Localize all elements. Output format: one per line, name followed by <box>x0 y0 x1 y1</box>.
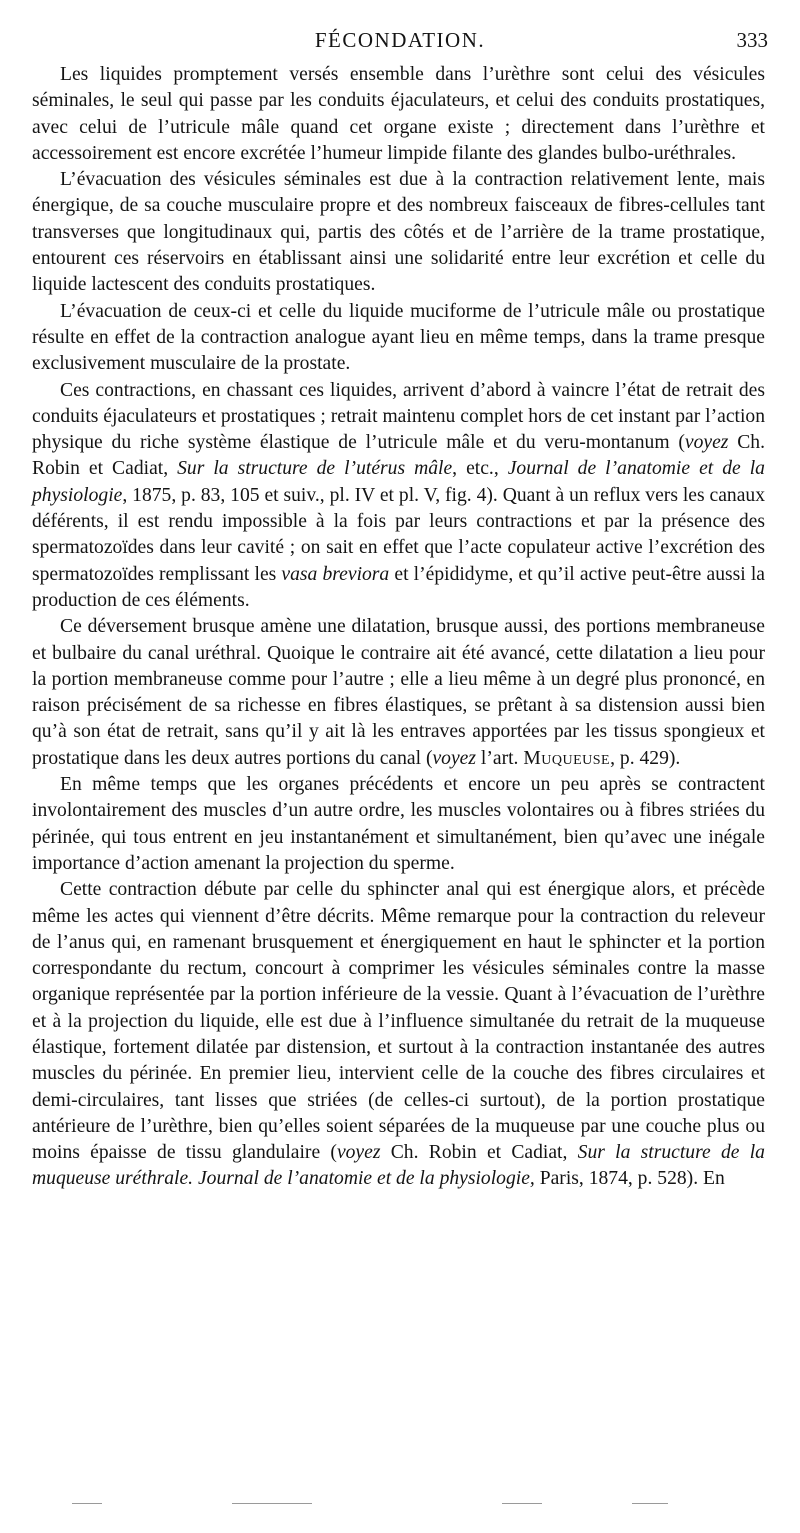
scan-speck <box>632 1503 668 1504</box>
paragraph-4-voyez: voyez <box>684 432 729 454</box>
scan-speck <box>502 1503 542 1504</box>
paragraph-4-text-c: , etc., <box>452 458 508 480</box>
scan-specks <box>32 1500 768 1506</box>
paragraph-7-text-a: Cette contraction débute par celle du sphincter anal qui est énergique alors, et précède même les actes qui viennent d’être décrits. Même remarque pour la contraction du releveur de l’anus qui, en ramenant brusquement et énergiquement en haut le sphincter et la portion correspondante du rectum, concourt à comprimer les vésicules séminales contre la masse organique représentée par la portion inférieure de la vessie. Quant à l’évacuation de l’urèthre et à la projection du liquide, elle est due à l’influence simultanée du retrait de la muqueuse élastique, fortement dilatée par distension, et surtout à la contraction instantanée des autres muscles du périnée. En premier lieu, intervient celle de la couche des fibres circulaires et demi-circulaires, tant lisses que striées (de celles-ci surtout), de la portion prostatique antérieure de l’urèthre, bien qu’elles soient séparées de la muqueuse par une couche plus ou moins épaisse de tissu glandulaire ( <box>32 879 765 1164</box>
paragraph-6: En même temps que les organes précédents et encore un peu après se contractent involontairement des muscles d’un autre ordre, les muscles volontaires ou à fibres striées du périnée, qui tous entrent en jeu instantanément et simultanément, bien qu’avec une inégale importance d’action amenant la projection du sperme. <box>32 774 765 874</box>
paragraph-7-voyez: voyez <box>336 1142 381 1164</box>
paragraph-7 <box>32 877 765 1193</box>
paragraph-4-text-a: Ces contractions, en chassant ces liquides, arrivent d’abord à vaincre l’état de retrait des conduits éjaculateurs et prostatiques ; retrait maintenu complet hors de cet instant par l’action physique du riche système élastique de l’utricule mâle et du veru-montanum ( <box>32 379 765 454</box>
running-header <box>32 22 768 52</box>
paragraph-7-text-c: Paris, 1874, p. 528). En <box>534 1168 725 1190</box>
scan-speck <box>72 1503 102 1504</box>
latin-term: vasa breviora <box>281 563 390 585</box>
citation-work-title-2: Sur la structure de la muqueuse uréthrale. Journal de l’anatomie et de la physiologie, <box>32 1142 765 1190</box>
paragraph-4-text-e: et l’épididyme, et qu’il active peut-être aussi la production de ces éléments. <box>32 563 765 611</box>
paragraph-5 <box>32 614 765 772</box>
citation-work-title: Sur la structure de l’utérus mâle <box>177 458 453 480</box>
citation-journal-title: Journal de l’anatomie et de la physiologie <box>32 458 765 506</box>
paragraph-4 <box>32 378 765 615</box>
paragraph-5-text-c: , p. 429). <box>610 747 681 769</box>
paragraph-5-voyez: voyez <box>432 747 476 769</box>
paragraph-2: L’évacuation des vésicules séminales est due à la contraction relativement lente, mais énergique, de sa couche musculaire propre et des nombreux faisceaux de fibres-cellules tant transverses que longitudinaux qui, partis des côtés et de l’arrière de la trame prostatique, entourent ces réservoirs en établissant ainsi une solidarité entre leur excrétion et celle du liquide lactescent des conduits prostatiques. <box>32 169 765 296</box>
cross-reference-article: Muqueuse <box>523 747 611 769</box>
paragraph-4-text-b: Ch. Robin et Cadiat, <box>32 432 765 480</box>
paragraph-1: Les liquides promptement versés ensemble dans l’urèthre sont celui des vésicules séminales, le seul qui passe par les conduits éjaculateurs, et celui des conduits prostatiques, avec celui de l’utricule mâle quand cet organe existe ; directement dans l’urèthre et accessoirement est encore excrétée l’humeur limpide filante des glandes bulbo-uréthrales. <box>32 64 765 164</box>
running-title: FÉCONDATION. <box>314 28 486 52</box>
paragraph-5-text-a: Ce déversement brusque amène une dilatation, brusque aussi, des portions membraneuse et bulbaire du canal uréthral. Quoique le contraire ait été avancé, cette dilatation a lieu pour la portion membraneuse comme pour l’autre ; elle a lieu même à un degré plus prononcé, en raison précisément de sa richesse en fibres élastiques, se prêtant à sa distension aussi bien qu’à son état de retrait, sans qu’il y ait là les entraves apportées par les tissus spongieux et prostatique dans les deux autres portions du canal ( <box>32 616 765 769</box>
scan-speck <box>232 1503 312 1504</box>
paragraph-7-text-b: Ch. Robin et Cadiat, <box>380 1142 578 1164</box>
paragraph-4-text-d: , 1875, p. 83, 105 et suiv., pl. IV et pl. V, fig. 4). Quant à un reflux vers les canaux déférents, il est rendu impossible à la fois par leurs contractions et par la présence des spermatozoïdes dans leur cavité ; on sait en effet que l’acte copulateur active l’excrétion des spermatozoïdes remplissant les <box>32 484 765 585</box>
paragraph-5-text-b: l’art. <box>476 747 524 769</box>
paragraph-3: L’évacuation de ceux-ci et celle du liquide muciforme de l’utricule mâle ou prostatique résulte en effet de la contraction analogue ayant lieu en même temps, dans la trame presque exclusivement musculaire de la prostate. <box>32 300 765 375</box>
page-number: 333 <box>736 28 768 52</box>
page-body <box>32 62 765 1193</box>
